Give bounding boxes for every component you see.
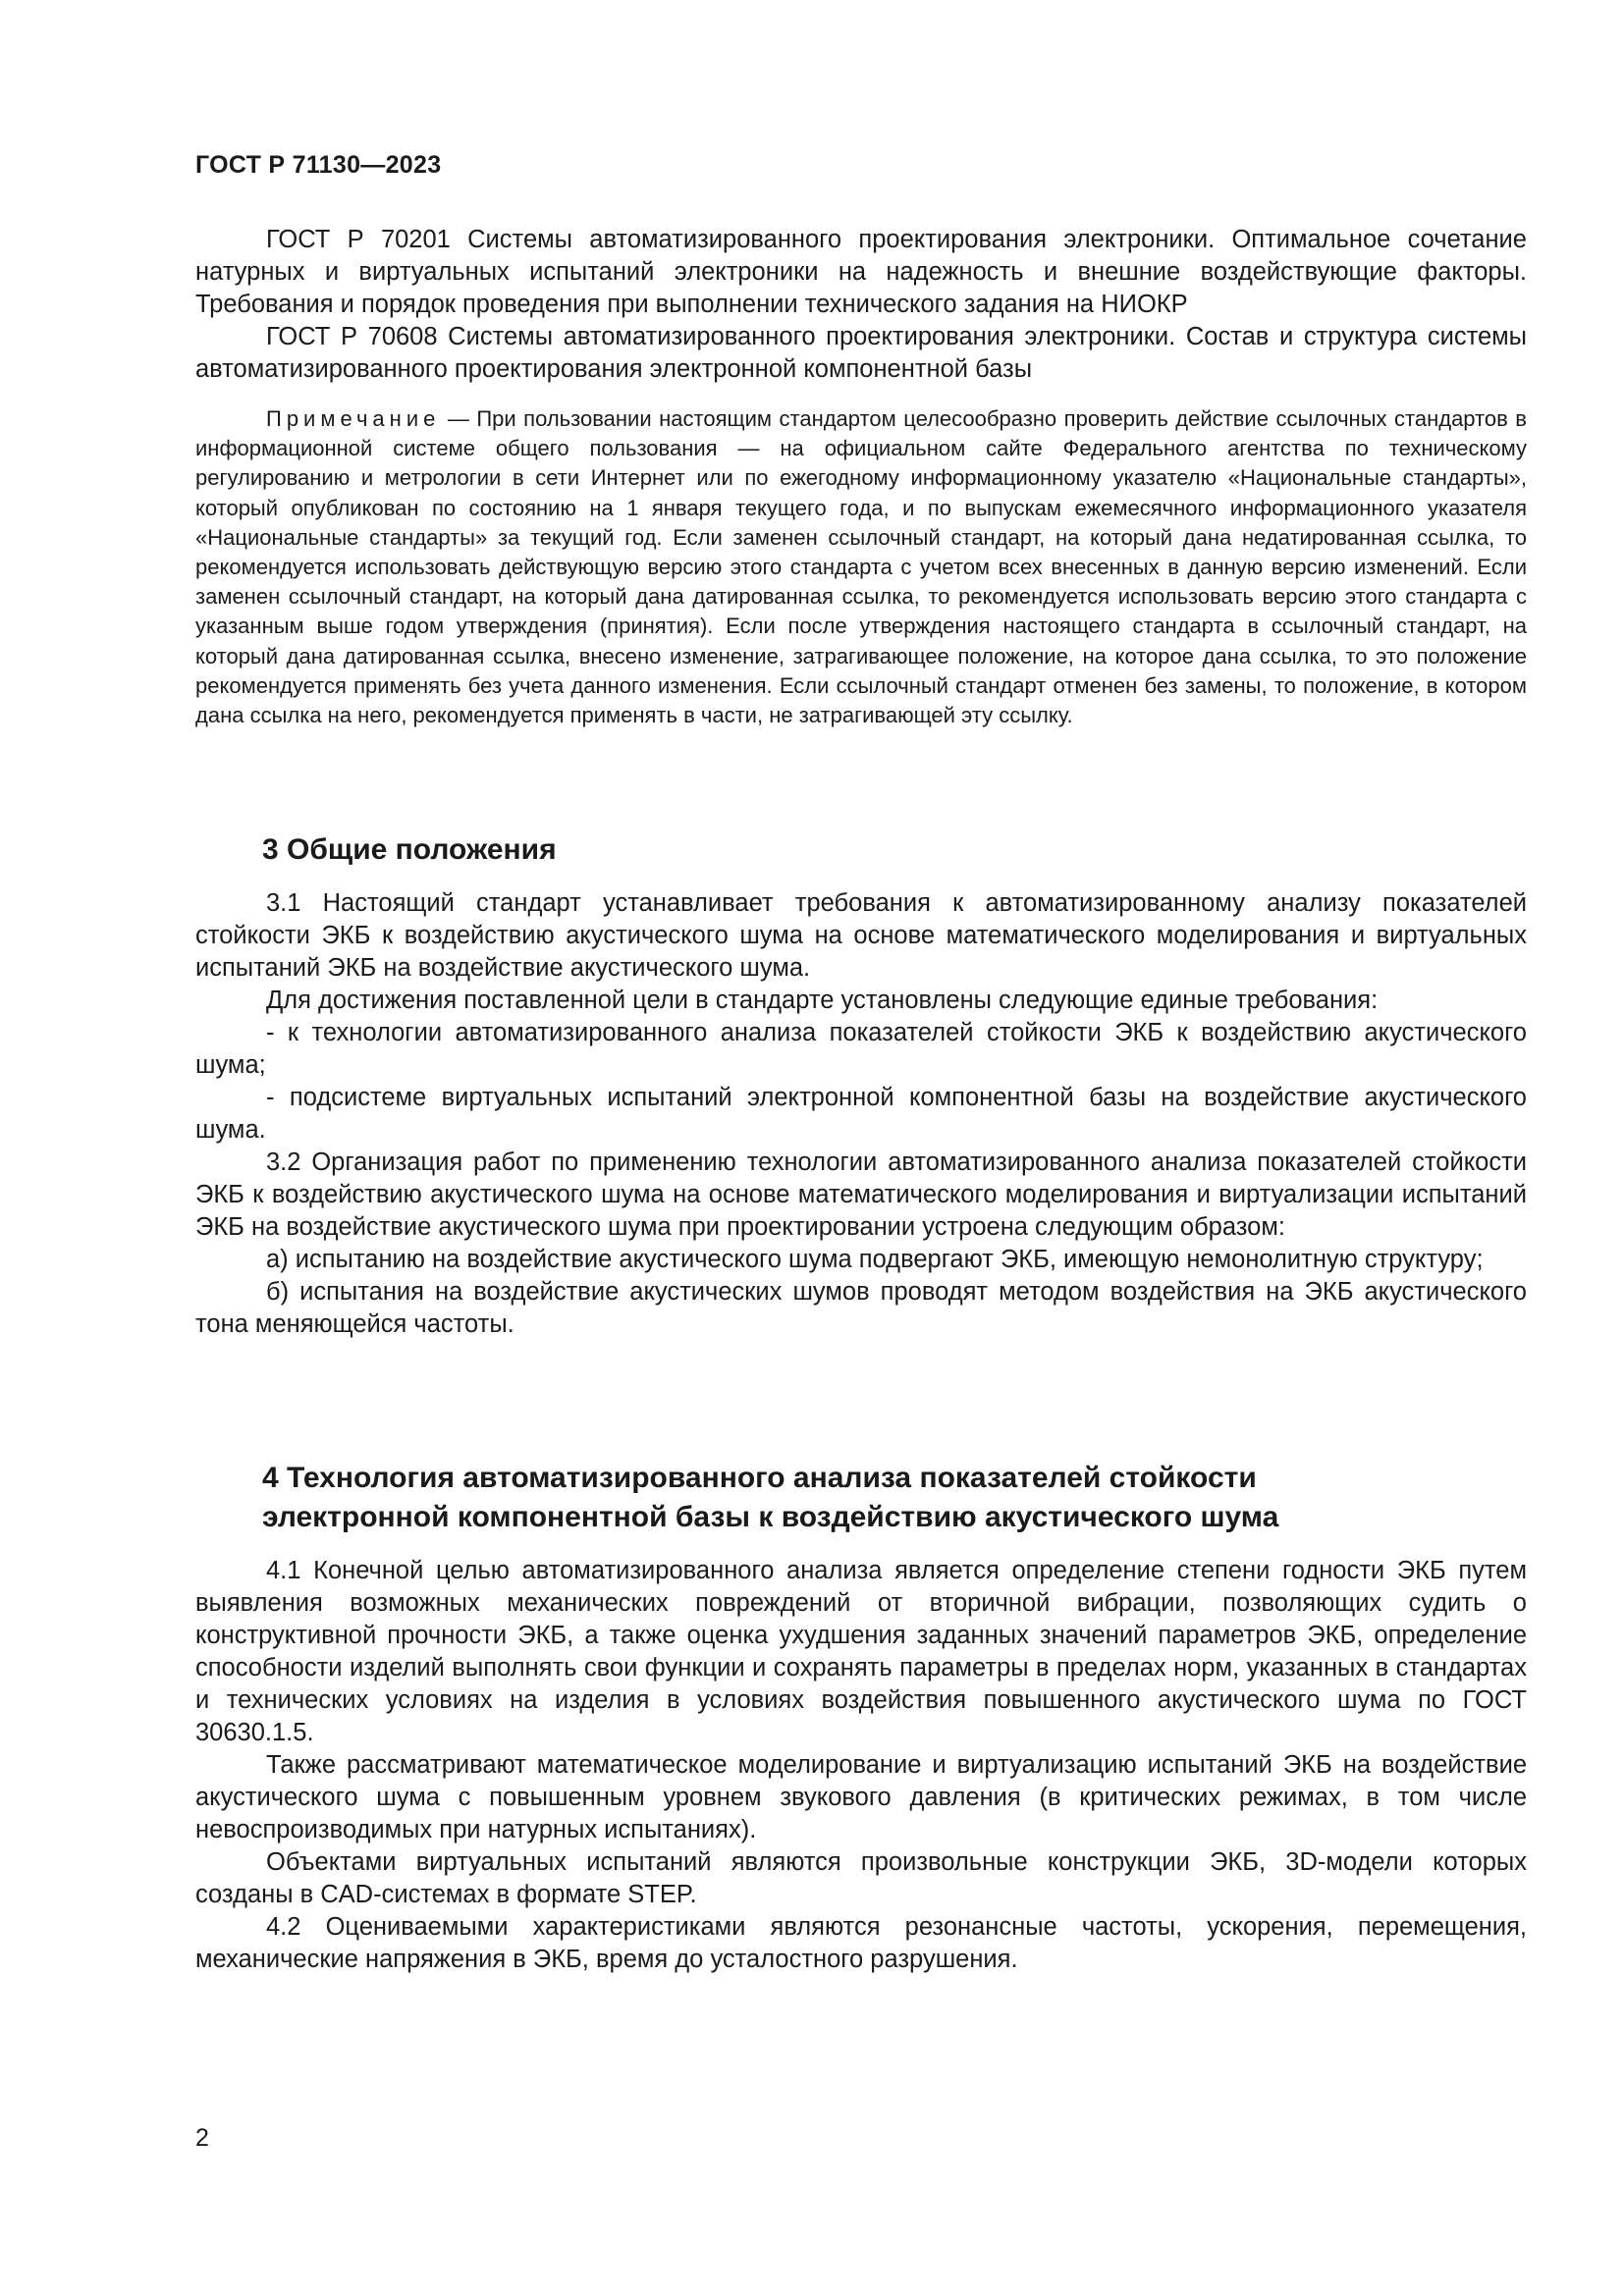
section-4-title-line1: 4 Технология автоматизированного анализа показателей стойкости — [262, 1462, 1257, 1494]
paragraph: 4.2 Оцениваемыми характеристиками являются резонансные частоты, ускорения, перемещения, механические напряжения в ЭКБ, время до усталостного разрушения. — [195, 1913, 1527, 1973]
page-number: 2 — [195, 2124, 209, 2152]
paragraph: Также рассматривают математическое моделирование и виртуализацию испытаний ЭКБ на воздействие акустического шума с повышенным уровнем звукового давления (в критических режимах, в том числе невоспроизводимых при натурных испытаниях). — [195, 1751, 1527, 1843]
note-label: Примечание — [266, 406, 441, 431]
note-text: — При пользовании настоящим стандартом целесообразно проверить действие ссылочных стандартов в информационной системе общего пользования — на официальном сайте Федерального агентства по техническому регулированию и метрологии в сети Интернет или по ежегодному информационному указателю «Национальные стандарты», который опубликован по состоянию на 1 января текущего года, и по выпускам ежемесячного информационного указателя «Национальные стандарты» за текущий год. Если заменен ссылочный стандарт, на который дана недатированная ссылка, то рекомендуется использовать действующую версию этого стандарта с учетом всех внесенных в данную версию изменений. Если заменен ссылочный стандарт, на который дана датированная ссылка, то рекомендуется использовать версию этого стандарта с указанным выше годом утверждения (принятия). Если после утверждения настоящего стандарта в ссылочный стандарт, на который дана датированная ссылка, внесено изменение, затрагивающее положение, на которое дана ссылка, то это положение рекомендуется применять без учета данного изменения. Если ссылочный стандарт отменен без замены, то положение, в котором дана ссылка на него, рекомендуется применять в части, не затрагивающей эту ссылку. — [195, 406, 1527, 728]
paragraph: Для достижения поставленной цели в стандарте установлены следующие единые требования: — [266, 987, 1379, 1014]
paragraph: Объектами виртуальных испытаний являются произвольные конструкции ЭКБ, 3D-модели которых созданы в CAD-системах в формате STEP. — [195, 1848, 1527, 1908]
document-header-id: ГОСТ Р 71130—2023 — [195, 151, 442, 179]
note-block — [195, 404, 1527, 730]
reference-item: ГОСТ Р 70608 Системы автоматизированного проектирования электроники. Состав и структура системы автоматизированного проектирования электронной компонентной базы — [195, 323, 1527, 383]
reference-item: ГОСТ Р 70201 Системы автоматизированного проектирования электроники. Оптимальное сочетание натурных и виртуальных испытаний электроники на надежность и внешние воздействующие факторы. Требования и порядок проведения при выполнении технического задания на НИОКР — [195, 226, 1527, 318]
normative-references — [195, 224, 1527, 386]
paragraph: 4.1 Конечной целью автоматизированного анализа является определение степени годности ЭКБ путем выявления возможных механических повреждений от вторичной вибрации, позволяющих судить о конструктивной прочности ЭКБ, а также оценка ухудшения заданных значений параметров ЭКБ, определение способности изделий выполнять свои функции и сохранять параметры в пределах норм, указанных в стандартах и технических условиях на изделия в условиях воздействия повышенного акустического шума по ГОСТ 30630.1.5. — [195, 1557, 1527, 1746]
section-3 — [195, 830, 1527, 870]
section-4 — [195, 1459, 1527, 1537]
section-3-title: 3 Общие положения — [262, 833, 557, 866]
list-item: б) испытания на воздействие акустических шумов проводят методом воздействия на ЭКБ акустического тона меняющейся частоты. — [195, 1278, 1527, 1338]
paragraph: 3.1 Настоящий стандарт устанавливает требования к автоматизированному анализу показателей стойкости ЭКБ к воздействию акустического шума на основе математического моделирования и виртуальных испытаний ЭКБ на воздействие акустического шума. — [195, 889, 1527, 982]
section-4-title — [195, 1459, 1527, 1537]
list-item: а) испытанию на воздействие акустического шума подвергают ЭКБ, имеющую немонолитную структуру; — [266, 1246, 1484, 1273]
list-item: - к технологии автоматизированного анализа показателей стойкости ЭКБ к воздействию акустического шума; — [195, 1019, 1527, 1079]
section-4-title-line2: электронной компонентной базы к воздействию акустического шума — [262, 1501, 1279, 1533]
note-paragraph — [195, 404, 1527, 730]
section-4-body — [195, 1555, 1527, 1976]
list-item: - подсистеме виртуальных испытаний электронной компонентной базы на воздействие акустического шума. — [195, 1084, 1527, 1144]
paragraph: 3.2 Организация работ по применению технологии автоматизированного анализа показателей стойкости ЭКБ к воздействию акустического шума на основе математического моделирования и виртуализации испытаний ЭКБ на воздействие акустического шума при проектировании устроена следующим образом: — [195, 1148, 1527, 1241]
section-3-body — [195, 887, 1527, 1341]
